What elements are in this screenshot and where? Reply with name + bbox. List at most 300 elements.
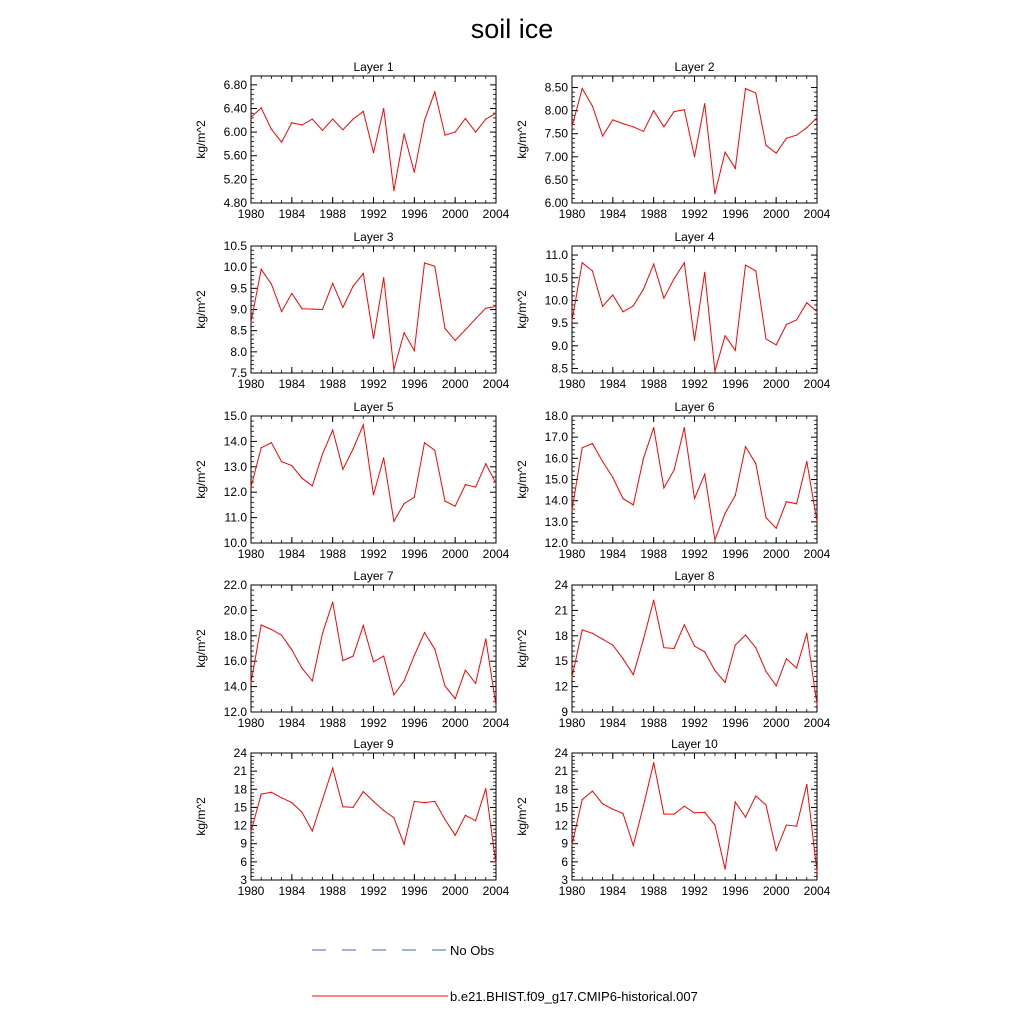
chart-7-ytick-label: 16.0 (223, 654, 247, 669)
chart-8-ylabel: kg/m^2 (515, 629, 529, 668)
chart-7-point (312, 680, 313, 681)
chart-8-xtick-label: 1988 (640, 716, 668, 730)
chart-4-point (694, 340, 695, 341)
chart-5-point (322, 454, 323, 455)
chart-4-point (673, 278, 674, 279)
chart-9-xtick-label: 2004 (482, 884, 510, 898)
chart-3-point (383, 277, 384, 278)
chart-1-point (383, 108, 384, 109)
chart-8-point (643, 639, 644, 640)
chart-2-frame (572, 76, 817, 203)
chart-5-ytick-label: 10.0 (223, 536, 247, 550)
chart-10-point (816, 872, 817, 873)
chart-8-point (612, 645, 613, 646)
chart-6-xtick-label: 1980 (558, 547, 586, 561)
chart-6-ytick-label: 16.0 (544, 451, 568, 466)
chart-1-ytick-label: 5.20 (223, 172, 247, 187)
chart-7-point (261, 624, 262, 625)
chart-2-xtick-label: 1996 (721, 207, 749, 221)
chart-9-point (271, 792, 272, 793)
chart-1-point (485, 119, 486, 120)
chart-9-point (465, 815, 466, 816)
chart-9-ytick-label: 9 (240, 836, 247, 851)
chart-2-xtick-label: 2000 (762, 207, 790, 221)
chart-9-ytick-label: 18 (233, 782, 247, 797)
chart-5-point (301, 478, 302, 479)
chart-6-ytick-label: 12.0 (544, 536, 568, 550)
chart-8-point (725, 682, 726, 683)
chart-6-point (602, 461, 603, 462)
chart-8 (515, 569, 831, 730)
chart-2-ytick-label: 6.50 (544, 172, 568, 187)
chart-3-xtick-label: 1996 (400, 377, 428, 391)
chart-2-ytick-label: 8.00 (544, 103, 568, 118)
chart-6-point (592, 443, 593, 444)
chart-2-point (663, 126, 664, 127)
chart-3-xtick-label: 1980 (237, 377, 265, 391)
chart-6-point (673, 469, 674, 470)
chart-6-xtick-label: 2004 (803, 547, 831, 561)
chart-10-point (796, 826, 797, 827)
chart-6-point (694, 498, 695, 499)
chart-3-point (291, 293, 292, 294)
chart-8-ytick-label: 15 (554, 654, 568, 669)
chart-6-xtick-label: 2000 (762, 547, 790, 561)
chart-4-point (684, 262, 685, 263)
chart-2-xtick-label: 1984 (599, 207, 627, 221)
chart-5-point (475, 487, 476, 488)
chart-3-point (301, 308, 302, 309)
chart-8-xtick-label: 1992 (681, 716, 708, 730)
chart-1-series-line (251, 92, 496, 191)
chart-3-point (465, 329, 466, 330)
chart-2-point (714, 193, 715, 194)
chart-2-point (704, 103, 705, 104)
chart-3-frame (251, 246, 496, 373)
chart-6-point (582, 447, 583, 448)
chart-1-point (363, 111, 364, 112)
chart-7-ytick-label: 20.0 (223, 603, 247, 618)
chart-4-ytick-label: 9.0 (551, 338, 568, 353)
chart-5-ytick-label: 15.0 (223, 409, 247, 423)
chart-2-point (725, 152, 726, 153)
chart-9-point (322, 799, 323, 800)
chart-3-point (373, 338, 374, 339)
chart-6-ytick-label: 17.0 (544, 430, 568, 445)
chart-10-point (765, 804, 766, 805)
chart-7-xtick-label: 2004 (482, 716, 510, 730)
chart-1 (194, 60, 510, 221)
chart-1-point (312, 119, 313, 120)
chart-5-point (250, 487, 251, 488)
chart-5-xtick-label: 2004 (482, 547, 510, 561)
chart-5-point (455, 506, 456, 507)
chart-8-point (745, 634, 746, 635)
chart-4-xtick-label: 2004 (803, 377, 831, 391)
chart-8-frame (572, 585, 817, 712)
chart-3-point (281, 311, 282, 312)
chart-3-point (424, 262, 425, 263)
chart-5-point (495, 483, 496, 484)
chart-5-point (434, 450, 435, 451)
chart-9-point (444, 819, 445, 820)
chart-2-point (694, 156, 695, 157)
chart-4-point (735, 350, 736, 351)
chart-6-frame (572, 416, 817, 543)
chart-3-point (404, 332, 405, 333)
chart-6-point (714, 539, 715, 540)
chart-3-point (250, 322, 251, 323)
chart-7-xtick-label: 1984 (278, 716, 306, 730)
chart-7-ytick-label: 12.0 (223, 705, 247, 719)
chart-6-ytick-label: 15.0 (544, 472, 568, 487)
chart-7-xtick-label: 1992 (360, 716, 387, 730)
chart-3-point (312, 308, 313, 309)
chart-6-point (663, 487, 664, 488)
chart-4-point (612, 294, 613, 295)
chart-4-point (765, 338, 766, 339)
chart-7-xtick-label: 2000 (441, 716, 469, 730)
chart-3-point (363, 273, 364, 274)
chart-1-point (465, 118, 466, 119)
chart-4-ytick-label: 11.0 (545, 248, 568, 263)
chart-10-point (643, 805, 644, 806)
chart-3-title: Layer 3 (353, 230, 394, 244)
chart-9-point (261, 794, 262, 795)
chart-4-point (653, 264, 654, 265)
chart-2-point (684, 109, 685, 110)
chart-1-ytick-label: 4.80 (223, 196, 247, 210)
chart-7-point (363, 625, 364, 626)
chart-10-point (653, 762, 654, 763)
chart-1-ytick-label: 6.80 (223, 77, 247, 92)
chart-2-point (816, 117, 817, 118)
chart-10-xtick-label: 1988 (640, 884, 668, 898)
chart-6-point (735, 495, 736, 496)
chart-2-point (602, 135, 603, 136)
chart-9-point (393, 817, 394, 818)
chart-1-point (455, 132, 456, 133)
chart-6-xtick-label: 1996 (721, 547, 749, 561)
chart-1-ytick-label: 5.60 (223, 148, 247, 163)
chart-10-ytick-label: 3 (561, 873, 568, 887)
chart-1-point (342, 129, 343, 130)
chart-9-point (383, 810, 384, 811)
chart-3-point (393, 369, 394, 370)
chart-1-point (301, 124, 302, 125)
chart-1-xtick-label: 2000 (441, 207, 469, 221)
chart-5-xtick-label: 2000 (441, 547, 469, 561)
chart-5-xtick-label: 1988 (319, 547, 347, 561)
chart-5-point (271, 442, 272, 443)
chart-9-ylabel: kg/m^2 (194, 797, 208, 836)
chart-1-frame (251, 76, 496, 203)
chart-5-xtick-label: 1996 (400, 547, 428, 561)
chart-1-point (352, 119, 353, 120)
chart-9-title: Layer 9 (353, 737, 394, 751)
chart-4-point (816, 311, 817, 312)
chart-6-point (755, 463, 756, 464)
chart-8-point (592, 633, 593, 634)
chart-4-series-line (572, 263, 817, 371)
chart-10-xtick-label: 1984 (599, 884, 627, 898)
chart-10-point (755, 795, 756, 796)
chart-1-point (404, 133, 405, 134)
chart-10-ytick-label: 12 (554, 818, 568, 833)
chart-8-point (602, 639, 603, 640)
chart-8-point (735, 645, 736, 646)
chart-10-point (725, 869, 726, 870)
chart-6-ylabel: kg/m^2 (515, 460, 529, 499)
chart-6-point (684, 427, 685, 428)
chart-6-point (704, 474, 705, 475)
chart-4-xtick-label: 1992 (681, 377, 708, 391)
chart-6-ytick-label: 14.0 (544, 493, 568, 508)
chart-7-point (301, 668, 302, 669)
chart-1-xtick-label: 1992 (360, 207, 387, 221)
chart-7-point (414, 655, 415, 656)
chart-8-point (796, 667, 797, 668)
chart-10-point (735, 801, 736, 802)
chart-4-ylabel: kg/m^2 (515, 290, 529, 329)
chart-10-ytick-label: 24 (554, 746, 568, 760)
chart-7-point (250, 682, 251, 683)
chart-9-point (363, 791, 364, 792)
chart-7-point (424, 632, 425, 633)
chart-7-point (475, 683, 476, 684)
chart-5-ytick-label: 13.0 (223, 459, 247, 474)
chart-7-ytick-label: 14.0 (223, 679, 247, 694)
chart-4-point (633, 305, 634, 306)
chart-7-point (373, 661, 374, 662)
chart-9-xtick-label: 1984 (278, 884, 306, 898)
chart-8-point (776, 685, 777, 686)
chart-4-xtick-label: 1984 (599, 377, 627, 391)
chart-6-point (633, 504, 634, 505)
chart-10-point (684, 806, 685, 807)
chart-2-point (745, 88, 746, 89)
chart-8-xtick-label: 1984 (599, 716, 627, 730)
chart-10-frame (572, 753, 817, 880)
chart-3-point (444, 328, 445, 329)
chart-3-ytick-label: 10.5 (223, 239, 247, 253)
chart-4-frame (572, 246, 817, 373)
chart-1-point (271, 129, 272, 130)
chart-10-title: Layer 10 (671, 737, 718, 751)
chart-5-point (291, 465, 292, 466)
chart-9-point (312, 830, 313, 831)
chart-8-ytick-label: 21 (554, 603, 568, 618)
chart-7-series-line (251, 602, 496, 706)
chart-10-point (776, 850, 777, 851)
chart-2-title: Layer 2 (674, 60, 715, 74)
chart-1-point (373, 152, 374, 153)
page-title: soil ice (470, 14, 554, 44)
chart-3-ytick-label: 9.5 (230, 281, 247, 296)
chart-3-point (485, 308, 486, 309)
chart-8-ytick-label: 9 (561, 705, 568, 719)
chart-5-xtick-label: 1992 (360, 547, 387, 561)
chart-8-point (684, 624, 685, 625)
chart-8-point (622, 658, 623, 659)
chart-4-xtick-label: 1988 (640, 377, 668, 391)
chart-9-series-line (251, 768, 496, 864)
chart-4-ytick-label: 10.5 (544, 270, 568, 285)
chart-10-point (786, 824, 787, 825)
chart-2-series-line (572, 89, 817, 194)
chart-7-title: Layer 7 (353, 569, 394, 583)
chart-9-point (352, 807, 353, 808)
chart-10-xtick-label: 2000 (762, 884, 790, 898)
chart-2-xtick-label: 1988 (640, 207, 668, 221)
chart-7-ytick-label: 18.0 (223, 628, 247, 643)
chart-1-ytick-label: 6.40 (223, 101, 247, 116)
chart-7-point (434, 649, 435, 650)
chart-5-point (342, 469, 343, 470)
chart-2-ytick-label: 8.50 (544, 80, 568, 95)
chart-2-point (673, 111, 674, 112)
chart-9-ytick-label: 15 (233, 800, 247, 815)
chart-4-point (592, 270, 593, 271)
chart-9-point (373, 801, 374, 802)
chart-7-point (444, 685, 445, 686)
chart-4-title: Layer 4 (674, 230, 715, 244)
chart-9-ytick-label: 3 (240, 873, 247, 887)
chart-6-ytick-label: 13.0 (544, 514, 568, 529)
chart-7-point (291, 649, 292, 650)
chart-4-point (714, 371, 715, 372)
chart-10-point (806, 784, 807, 785)
chart-3-series-line (251, 263, 496, 370)
chart-10-xtick-label: 2004 (803, 884, 831, 898)
chart-2-xtick-label: 2004 (803, 207, 831, 221)
chart-5-point (444, 500, 445, 501)
chart-9-xtick-label: 2000 (441, 884, 469, 898)
chart-8-xtick-label: 2004 (803, 716, 831, 730)
chart-1-point (495, 113, 496, 114)
chart-4-xtick-label: 1980 (558, 377, 586, 391)
chart-1-ytick-label: 6.00 (223, 125, 247, 140)
chart-10-ytick-label: 9 (561, 836, 568, 851)
chart-10-point (602, 803, 603, 804)
chart-1-point (434, 91, 435, 92)
chart-6-xtick-label: 1992 (681, 547, 708, 561)
chart-4-point (776, 344, 777, 345)
chart-1-point (261, 107, 262, 108)
chart-7-point (404, 680, 405, 681)
chart-3-point (434, 266, 435, 267)
chart-4-point (755, 270, 756, 271)
chart-2-xtick-label: 1992 (681, 207, 708, 221)
chart-5-point (352, 448, 353, 449)
chart-7-point (495, 705, 496, 706)
chart-8-ytick-label: 24 (554, 578, 568, 592)
chart-3-point (322, 309, 323, 310)
chart-8-xtick-label: 1996 (721, 716, 749, 730)
chart-4-xtick-label: 1996 (721, 377, 749, 391)
legend (0, 930, 1024, 1024)
chart-2-ylabel: kg/m^2 (515, 120, 529, 159)
chart-4-point (725, 335, 726, 336)
chart-6-point (806, 461, 807, 462)
chart-10-point (622, 813, 623, 814)
chart-6-ytick-label: 18.0 (544, 409, 568, 423)
chart-5-ytick-label: 12.0 (223, 485, 247, 500)
chart-5-point (281, 461, 282, 462)
chart-9-point (424, 802, 425, 803)
chart-9-point (250, 831, 251, 832)
chart-6 (515, 400, 831, 561)
chart-9-xtick-label: 1992 (360, 884, 387, 898)
chart-2-point (755, 92, 756, 93)
chart-4-point (745, 264, 746, 265)
chart-9-xtick-label: 1980 (237, 884, 265, 898)
chart-10-point (704, 812, 705, 813)
chart-4-point (643, 288, 644, 289)
chart-5-point (393, 521, 394, 522)
chart-3-xtick-label: 1984 (278, 377, 306, 391)
chart-4-ytick-label: 10.0 (544, 293, 568, 308)
chart-4-point (571, 320, 572, 321)
chart-10-point (612, 809, 613, 810)
chart-3-point (271, 284, 272, 285)
chart-5-xtick-label: 1984 (278, 547, 306, 561)
chart-5-point (383, 457, 384, 458)
chart-2-point (622, 123, 623, 124)
chart-3-point (342, 307, 343, 308)
chart-5-series-line (251, 425, 496, 522)
chart-9-ytick-label: 21 (233, 764, 247, 779)
chart-10-ytick-label: 18 (554, 782, 568, 797)
chart-6-point (571, 510, 572, 511)
chart-9-point (434, 801, 435, 802)
chart-3-ytick-label: 9.0 (230, 302, 247, 317)
chart-6-series-line (572, 428, 817, 540)
chart-9 (194, 737, 510, 898)
chart-3-ytick-label: 7.5 (230, 366, 247, 380)
chart-8-point (714, 670, 715, 671)
chart-8-point (663, 647, 664, 648)
chart-4-point (582, 262, 583, 263)
chart-7-point (393, 694, 394, 695)
chart-4-point (622, 311, 623, 312)
chart-5-ytick-label: 14.0 (223, 434, 247, 449)
chart-2-xtick-label: 1980 (558, 207, 586, 221)
chart-3-point (495, 306, 496, 307)
chart-1-title: Layer 1 (353, 60, 394, 74)
chart-4-point (663, 298, 664, 299)
chart-6-xtick-label: 1988 (640, 547, 668, 561)
chart-2-ytick-label: 6.00 (544, 196, 568, 210)
chart-1-point (444, 134, 445, 135)
chart-5-title: Layer 5 (353, 400, 394, 414)
chart-9-point (332, 768, 333, 769)
chart-3-ytick-label: 8.0 (230, 344, 247, 359)
chart-9-point (291, 802, 292, 803)
chart-5-point (312, 485, 313, 486)
chart-9-xtick-label: 1988 (319, 884, 347, 898)
chart-10-point (571, 844, 572, 845)
chart-8-point (571, 677, 572, 678)
chart-2-point (612, 119, 613, 120)
chart-3-ytick-label: 8.5 (230, 323, 247, 338)
chart-5-point (485, 463, 486, 464)
chart-8-point (765, 671, 766, 672)
chart-1-xtick-label: 2004 (482, 207, 510, 221)
chart-4-point (602, 306, 603, 307)
chart-7-ytick-label: 22.0 (223, 578, 247, 592)
chart-8-point (694, 645, 695, 646)
